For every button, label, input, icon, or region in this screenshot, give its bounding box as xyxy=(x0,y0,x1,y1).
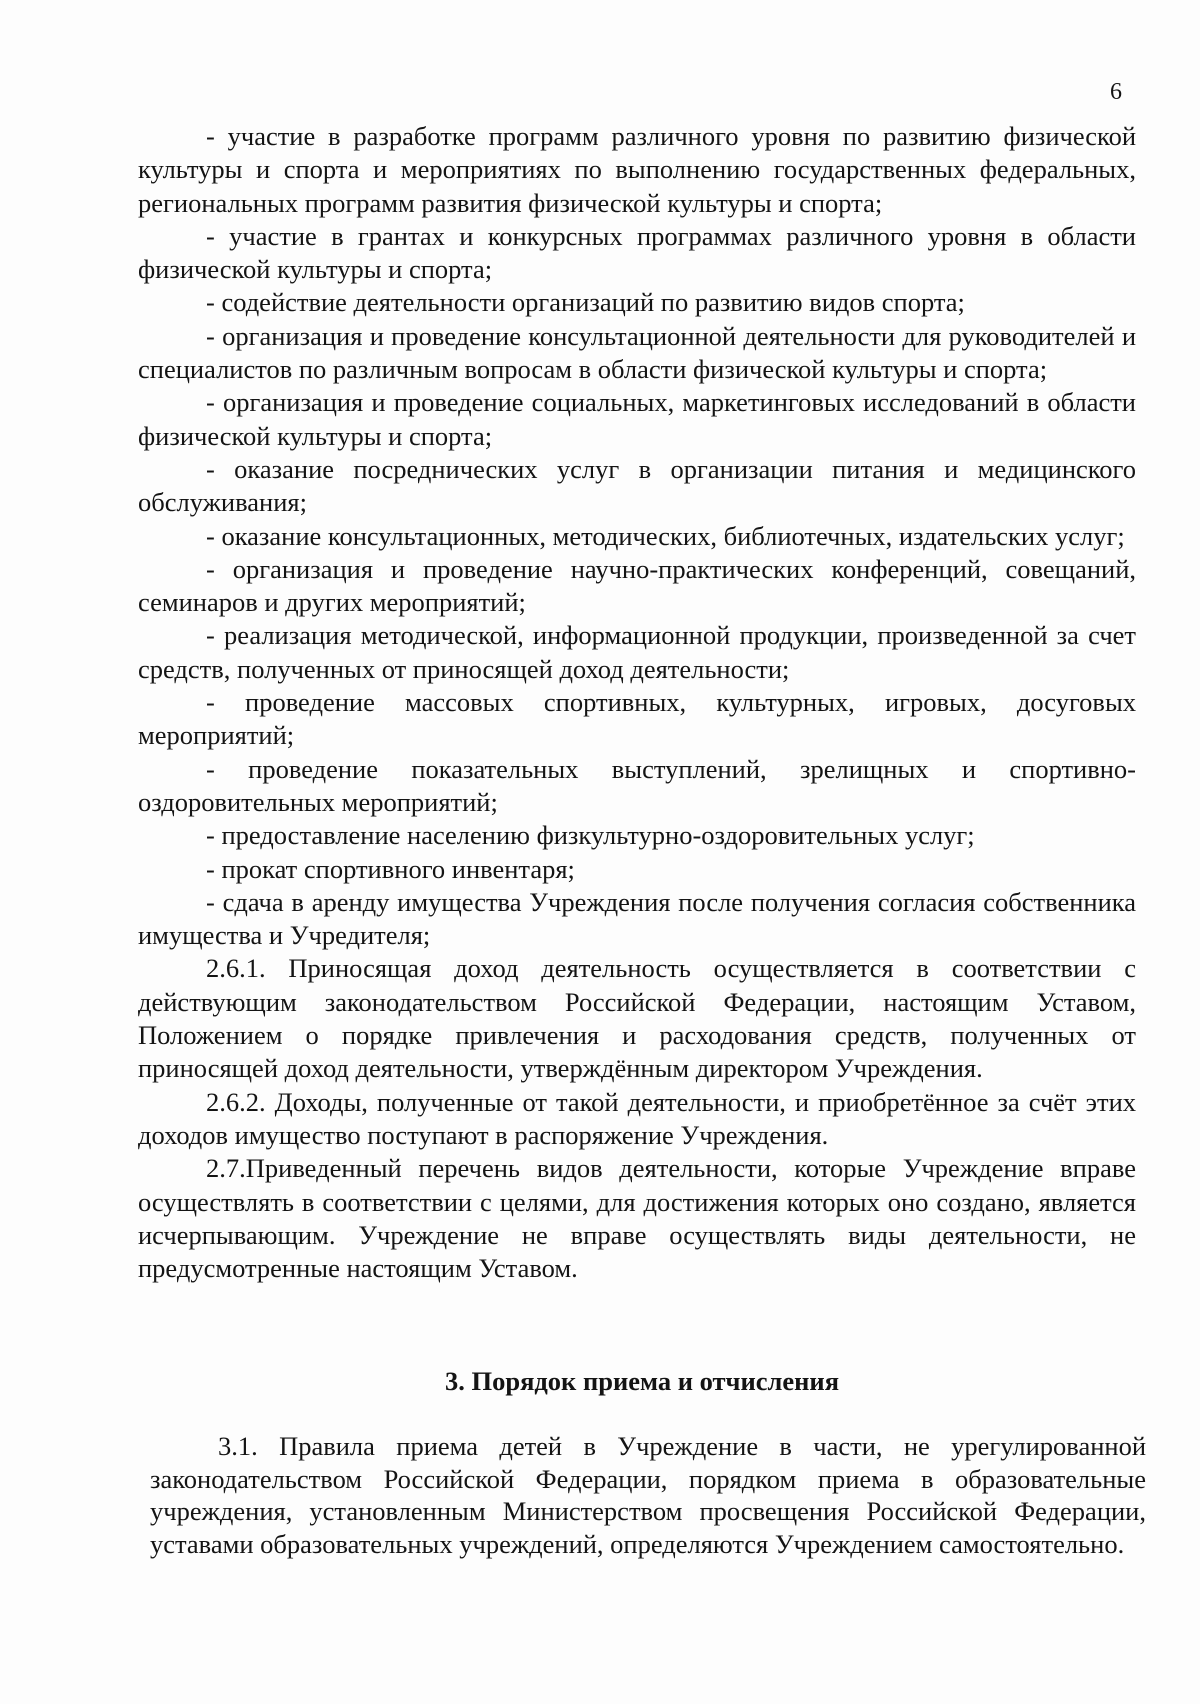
section-3-heading: 3. Порядок приема и отчисления xyxy=(444,1366,840,1396)
paragraph-property-lease: - сдача в аренду имущества Учреждения после получения согласия собственника имущества и Учредителя; xyxy=(138,886,1136,951)
paragraph-methodical-services: - оказание консультационных, методических, библиотечных, издательских услуг; xyxy=(206,520,1125,551)
section-3-body xyxy=(150,1430,1146,1560)
paragraph-exhibitions: - проведение показательных выступлений, зрелищных и спортивно-оздоровительных мероприятий; xyxy=(138,753,1136,817)
paragraph-grants: - участие в грантах и конкурсных программах различного уровня в области физической культуры и спорта; xyxy=(138,220,1136,285)
clause-2-6-1: 2.6.1. Приносящая доход деятельность осуществляется в соответствии с действующим законодательством Российской Федерации, настоящим Уставом, Положением о порядке привлечения и расходования средств, полученных от приносящей доход деятельности, утверждённым директором Учреждения. xyxy=(138,953,1136,1084)
clause-2-6-2: 2.6.2. Доходы, полученные от такой деятельности, и приобретённое за счёт этих доходов имущество поступают в распоряжение Учреждения. xyxy=(138,1086,1136,1150)
paragraph-sports-organizations: - содействие деятельности организаций по развитию видов спорта; xyxy=(206,287,965,318)
paragraph-mass-events: - проведение массовых спортивных, культурных, игровых, досуговых мероприятий; xyxy=(138,687,1136,751)
clause-2-7: 2.7.Приведенный перечень видов деятельности, которые Учреждение вправе осуществлять в соответствии с целями, для достижения которых оно создано, является исчерпывающим. Учреждение не вправе осуществлять виды деятельности, не предусмотренные настоящим Уставом. xyxy=(138,1153,1136,1284)
paragraph-equipment-rental: - прокат спортивного инвентаря; xyxy=(206,853,575,884)
activities-list xyxy=(138,120,1136,1285)
clause-3-1: 3.1. Правила приема детей в Учреждение в части, не урегулированной законодательством Российской Федерации, порядком приема в образовательные учреждения, установленным Министерством просвещения Российской Федерации, уставами образовательных учреждений, определяются Учреждением самостоятельно. xyxy=(150,1431,1146,1559)
paragraph-program-development: - участие в разработке программ различного уровня по развитию физической культуры и спорта и мероприятиях по выполнению государственных федеральных, региональных программ развития физической культуры и спорта; xyxy=(138,121,1136,218)
paragraph-fitness-services: - предоставление населению физкультурно-оздоровительных услуг; xyxy=(206,820,975,851)
paragraph-conferences: - организация и проведение научно-практических конференций, совещаний, семинаров и других мероприятий; xyxy=(138,553,1136,618)
paragraph-consulting: - организация и проведение консультационной деятельности для руководителей и специалистов по различным вопросам в области физической культуры и спорта; xyxy=(138,320,1136,385)
paragraph-intermediary-services: - оказание посреднических услуг в организации питания и медицинского обслуживания; xyxy=(138,453,1136,518)
paragraph-products: - реализация методической, информационной продукции, произведенной за счет средств, полученных от приносящей доход деятельности; xyxy=(138,620,1136,684)
paragraph-research: - организация и проведение социальных, маркетинговых исследований в области физической культуры и спорта; xyxy=(138,387,1136,451)
page-number: 6 xyxy=(1110,79,1122,105)
